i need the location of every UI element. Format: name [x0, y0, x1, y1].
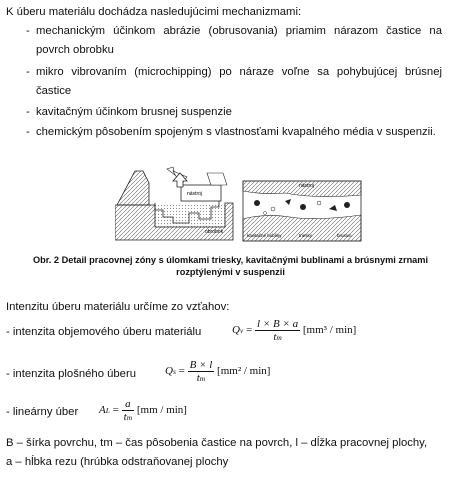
formula-3: AL = $\frac{a}{tm}$ [mm / min] — [99, 398, 187, 423]
abrasive-label: brusivo — [337, 233, 352, 238]
formula-3-lhs-sub: L — [105, 406, 110, 416]
formula-2-lhs: Q — [165, 365, 173, 378]
formula-3-numerator: a — [122, 398, 134, 411]
mechanism-4-line1: chemickým pôsobením spojeným s vlastnosťami kvapalného média v suspenzii. — [36, 126, 436, 138]
left-diagram — [115, 167, 233, 240]
bullet-dash: - — [26, 25, 30, 37]
formula-3-label: - lineárny úber — [6, 406, 79, 418]
formula-3-lhs: A — [99, 404, 106, 417]
formula-1-unit: [mm³ / min] — [302, 324, 357, 337]
formula-1-den-sub: m — [276, 333, 282, 342]
figure-caption-line1: Obr. 2 Detail pracovnej zóny s úlomkami triesky, kavitačnými bublinami a brúsnymi zrnami — [32, 255, 429, 265]
intensity-intro: Intenzitu úberu materiálu určíme zo vzťahov: — [6, 301, 230, 313]
formula-1-lhs-sub: v — [239, 326, 244, 336]
bullet-dash: - — [26, 66, 30, 78]
mechanism-1-line1: mechanickým účinkom abrázie (obrusovania) priamim nárazom častice na — [36, 25, 442, 37]
formula-3-denominator: t — [123, 411, 127, 423]
formula-2-denominator: t — [196, 372, 200, 384]
mechanism-3 — [26, 106, 232, 118]
mechanism-2-cont: častice — [36, 85, 72, 97]
formula-1-lhs: Q — [232, 324, 240, 337]
formula-3-unit: [mm / min] — [136, 404, 187, 417]
left-tool-label: nástroj — [187, 191, 203, 197]
formula-1-denominator: t — [273, 331, 277, 343]
left-workpiece-label: obrobok — [205, 229, 224, 235]
formula-2-den-sub: m — [199, 374, 206, 383]
legend-line1: B – šírka povrchu, tm – čas pôsobenia častice na povrch, l – dĺžka pracovnej plochy, — [6, 437, 428, 449]
formula-3-den-sub: m — [126, 413, 133, 422]
intro-text: K úberu materiálu dochádza nasledujúcimi mechanizmami: — [6, 6, 302, 18]
working-zone-diagram — [115, 165, 363, 245]
cavitation-label: kavitačné bubliny — [247, 233, 282, 238]
mechanism-2-line1: mikro vibrovaním (microchipping) po náraze voľne sa pohybujúcej brúsnej — [36, 66, 442, 78]
bullet-dash: - — [26, 106, 30, 118]
mechanism-3-line1: kavitačným účinkom brusnej suspenzie — [36, 106, 232, 118]
mechanism-2 — [26, 66, 442, 78]
formula-1: Qv = $\frac{l \times B \times a}{tm}$ [mm³ / min] — [232, 318, 357, 343]
legend-line2: a – hĺbka rezu (hrúbka odstraňovanej plochy — [6, 456, 229, 468]
formula-2-lhs-sub: s — [172, 367, 176, 377]
mechanism-1 — [26, 25, 442, 37]
formula-2-fraction — [188, 359, 215, 384]
working-zone-figure — [115, 165, 363, 245]
bullet-dash: - — [26, 126, 30, 138]
chips-label: triesky — [299, 233, 313, 238]
formula-2-numerator: B × l — [189, 359, 213, 371]
formula-2-label: - intenzita plošného úberu — [6, 368, 137, 380]
formula-1-numerator: l × B × a — [257, 318, 299, 330]
mechanism-1-cont: povrch obrobku — [36, 44, 114, 56]
right-diagram — [243, 181, 361, 241]
formula-1-label: - intenzita objemového úberu materiálu — [6, 326, 202, 338]
figure-caption-line2: rozptýlenými v suspenzii — [176, 267, 285, 277]
formula-2: Qs = $\frac{B \times l}{tm}$ [mm² / min] — [165, 359, 271, 384]
formula-3-fraction — [122, 398, 134, 423]
mechanism-4 — [26, 126, 436, 138]
formula-1-fraction — [255, 318, 300, 343]
formula-2-unit: [mm² / min] — [217, 365, 271, 378]
right-tool-label: nástroj — [299, 183, 315, 189]
